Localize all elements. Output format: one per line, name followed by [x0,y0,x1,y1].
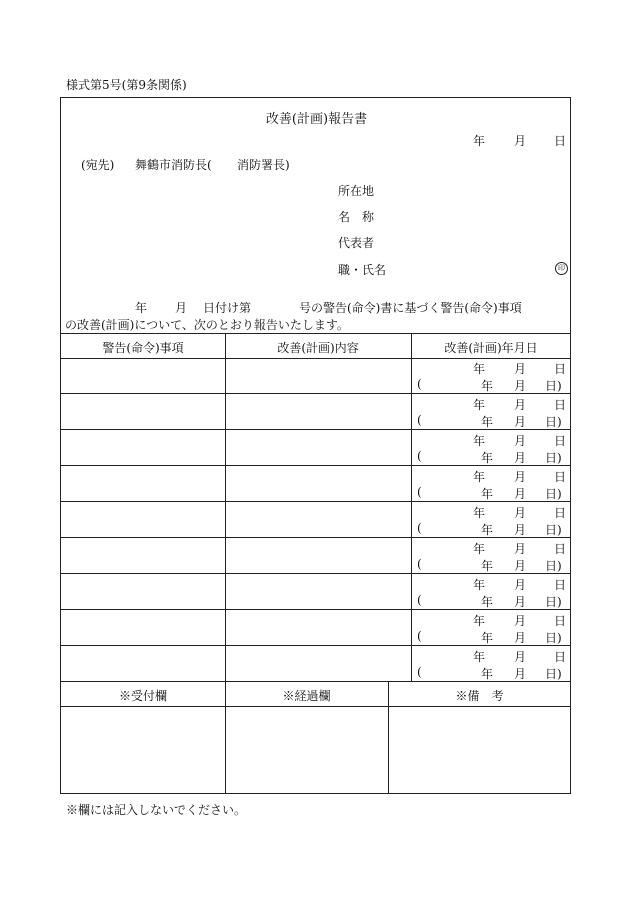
row-month: 月 [514,614,527,628]
body-line-2: の改善(計画)について、次のとおり報告いたします。 [65,318,349,332]
row-day: 日 [554,398,567,412]
row-open-paren: ( [417,377,422,391]
name-label-1: 名 [338,210,351,224]
header-date-day: 日 [554,134,567,148]
row-paren-day: 日) [545,451,562,465]
row-open-paren: ( [417,593,422,607]
header-date-year: 年 [473,134,486,148]
row-paren-day: 日) [545,631,562,645]
addressee-name: 舞鶴市消防長( [135,158,212,172]
row-paren-year: 年 [481,415,494,429]
row-month: 月 [514,434,527,448]
header-warning-items: 警告(命令)事項 [102,341,184,355]
body-month: 月 [175,301,188,315]
row-open-paren: ( [417,521,422,535]
row-paren-day: 日) [545,487,562,501]
row-paren-month: 月 [514,559,527,573]
form-title: 改善(計画)報告書 [265,112,368,127]
body-number-ref: 号の警告(命令)書に基づく警告(命令)事項 [299,301,522,315]
row-day: 日 [554,614,567,628]
row-paren-year: 年 [481,559,494,573]
row-month: 月 [514,470,527,484]
row-paren-month: 月 [514,415,527,429]
row-day: 日 [554,542,567,556]
row-open-paren: ( [417,557,422,571]
row-paren-year: 年 [481,451,494,465]
row-day: 日 [554,470,567,484]
row-paren-year: 年 [481,487,494,501]
header-improvement-date: 改善(計画)年月日 [444,341,538,355]
row-paren-day: 日) [545,559,562,573]
seal-icon: 印 [555,262,568,275]
row-year: 年 [473,434,486,448]
row-month: 月 [514,578,527,592]
header-receipt: ※受付欄 [118,689,167,703]
row-paren-year: 年 [481,595,494,609]
row-paren-year: 年 [481,631,494,645]
row-year: 年 [473,542,486,556]
body-date-ref: 日付け第 [203,301,252,315]
row-paren-month: 月 [514,667,527,681]
row-month: 月 [514,650,527,664]
footnote: ※欄には記入しないでください。 [66,803,247,817]
row-year: 年 [473,650,486,664]
row-paren-year: 年 [481,379,494,393]
addressee-chief: 消防署長) [237,158,290,172]
row-month: 月 [514,542,527,556]
row-paren-month: 月 [514,487,527,501]
row-year: 年 [473,578,486,592]
header-remarks: ※備 考 [455,689,504,703]
row-open-paren: ( [417,485,422,499]
row-year: 年 [473,506,486,520]
row-paren-year: 年 [481,523,494,537]
representative-label: 代表者 [338,236,375,250]
row-day: 日 [554,650,567,664]
row-paren-day: 日) [545,523,562,537]
row-paren-month: 月 [514,451,527,465]
row-day: 日 [554,506,567,520]
row-paren-month: 月 [514,523,527,537]
row-paren-day: 日) [545,415,562,429]
addressee-prefix: (宛先) [81,158,115,172]
row-open-paren: ( [417,629,422,643]
row-month: 月 [514,362,527,376]
row-month: 月 [514,506,527,520]
header-improvement-content: 改善(計画)内容 [277,341,359,355]
row-paren-day: 日) [545,667,562,681]
row-year: 年 [473,614,486,628]
row-year: 年 [473,362,486,376]
row-paren-month: 月 [514,595,527,609]
row-year: 年 [473,470,486,484]
body-year: 年 [135,301,148,315]
form-number-label: 様式第5号(第9条関係) [66,78,187,92]
row-open-paren: ( [417,449,422,463]
row-paren-month: 月 [514,379,527,393]
row-paren-day: 日) [545,379,562,393]
header-date-month: 月 [514,134,527,148]
row-open-paren: ( [417,665,422,679]
row-open-paren: ( [417,413,422,427]
report-form [60,97,571,794]
row-day: 日 [554,362,567,376]
row-paren-day: 日) [545,595,562,609]
address-label: 所在地 [338,184,375,198]
row-month: 月 [514,398,527,412]
row-paren-month: 月 [514,631,527,645]
row-paren-year: 年 [481,667,494,681]
row-year: 年 [473,398,486,412]
header-progress: ※経過欄 [282,689,331,703]
name-label-2: 称 [362,210,375,224]
title-name-label: 職・氏名 [338,263,387,277]
row-day: 日 [554,434,567,448]
row-day: 日 [554,578,567,592]
